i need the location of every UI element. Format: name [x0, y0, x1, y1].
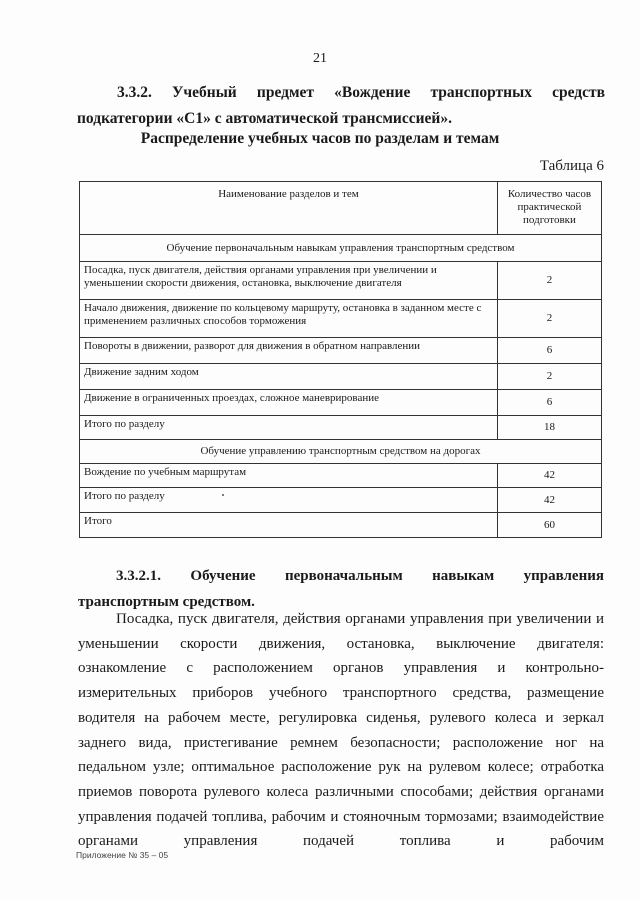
- table-header-row: [80, 182, 602, 235]
- table-label: Таблица 6: [539, 158, 604, 174]
- table-row: [80, 364, 602, 390]
- hours-table: [79, 181, 602, 538]
- row-hours-cell: 2: [497, 300, 601, 338]
- grand-total-row: [80, 513, 602, 538]
- grand-total-label: Итого: [80, 513, 498, 538]
- section-heading: [77, 80, 605, 132]
- section-heading-text: 3.3.2. Учебный предмет «Вождение транспортных средств подкатегории «С1» с автоматической трансмиссией».: [77, 84, 605, 127]
- header-hours-cell: Количество часов практической подготовки: [497, 182, 601, 235]
- grand-total-hours: 60: [497, 513, 601, 538]
- row-hours-cell: 2: [497, 364, 601, 390]
- section2-total-hours: 42: [497, 488, 601, 513]
- page-number: 21: [313, 51, 327, 66]
- section1-title-cell: Обучение первоначальным навыкам управления транспортным средством: [80, 235, 602, 262]
- body-paragraph: [78, 607, 604, 854]
- row-name-cell: Посадка, пуск двигателя, действия органами управления при увеличении и уменьшении скорости движения, остановка, выключение двигателя: [80, 262, 498, 300]
- section2-total-label: Итого по разделу: [80, 488, 498, 513]
- row-hours-cell: 42: [497, 464, 601, 488]
- section1-total-label: Итого по разделу: [80, 416, 498, 440]
- footer-note: Приложение № 35 – 05: [76, 850, 169, 860]
- section2-title-cell: Обучение управлению транспортным средством на дорогах: [80, 440, 602, 464]
- scan-speck: [222, 494, 224, 496]
- body-paragraph-text: Посадка, пуск двигателя, действия органами управления при увеличении и уменьшении скорости движения, остановка, выключение двигателя: ознакомление с расположением органов управления и контрольно-измерительных приборов учебного транспортного средства, размещение водителя на рабочем месте, регулировка сиденья, рулевого колеса и зеркал заднего вида, пристегивание ремнем безопасности; расположение ног на педальном узле; оптимальное расположение рук на рулевом колесе; отработка приемов поворота рулевого колеса различными способами; действия органами управления подачей топлива, рабочим и стояночным тормозами; взаимодействие органами управления подачей топлива и рабочим: [78, 611, 604, 850]
- distribution-title: Распределение учебных часов по разделам и темам: [140, 130, 500, 147]
- table-row: [80, 390, 602, 416]
- section2-title-row: [80, 440, 602, 464]
- row-name-cell: Вождение по учебным маршрутам: [80, 464, 498, 488]
- header-name-cell: Наименование разделов и тем: [80, 182, 498, 235]
- section1-title-row: [80, 235, 602, 262]
- table-row: [80, 464, 602, 488]
- section1-total-row: [80, 416, 602, 440]
- section2-total-row: [80, 488, 602, 513]
- row-name-cell: Движение в ограниченных проездах, сложное маневрирование: [80, 390, 498, 416]
- row-name-cell: Движение задним ходом: [80, 364, 498, 390]
- row-hours-cell: 2: [497, 262, 601, 300]
- table-row: [80, 300, 602, 338]
- row-name-cell: Повороты в движении, разворот для движения в обратном направлении: [80, 338, 498, 364]
- row-hours-cell: 6: [497, 338, 601, 364]
- table-row: [80, 262, 602, 300]
- section1-total-hours: 18: [497, 416, 601, 440]
- subsection-heading-text: 3.3.2.1. Обучение первоначальным навыкам управления транспортным средством.: [78, 568, 604, 610]
- row-hours-cell: 6: [497, 390, 601, 416]
- row-name-cell: Начало движения, движение по кольцевому маршруту, остановка в заданном месте с применением различных способов торможения: [80, 300, 498, 338]
- table-row: [80, 338, 602, 364]
